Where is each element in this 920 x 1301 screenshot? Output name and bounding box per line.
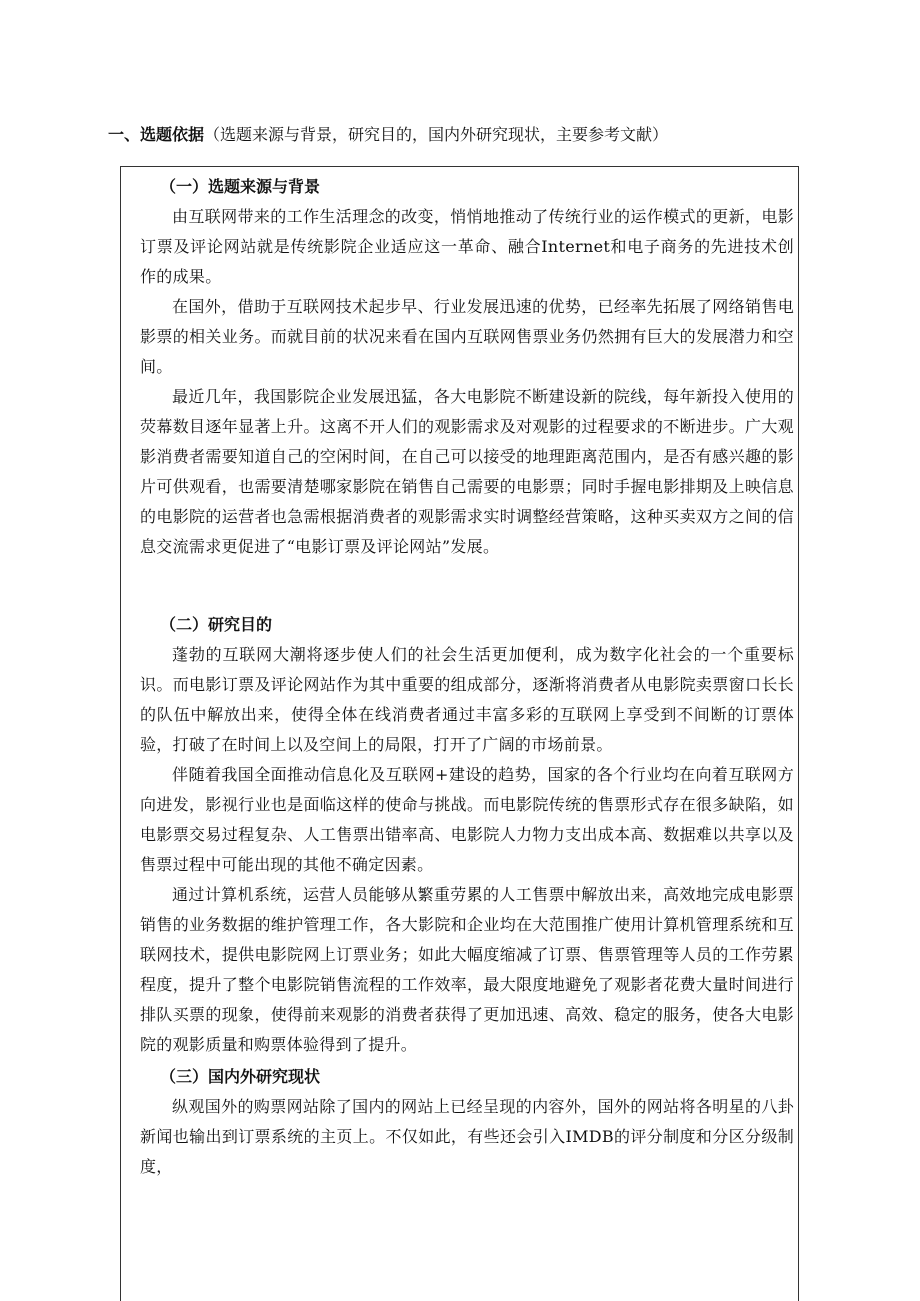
- heading-sub: （选题来源与背景，研究目的，国内外研究现状，主要参考文献）: [204, 125, 669, 144]
- paragraph: 伴随着我国全面推动信息化及互联网+建设的趋势，国家的各个行业均在向着互联网方向进发，影视行业也是面临这样的使命与挑战。而电影院传统的售票形式存在很多缺陷，如电影票交易过程复杂、人工售票出错率高、电影院人力物力支出成本高、数据难以共享以及售票过程中可能出现的其他不确定因素。: [140, 765, 794, 874]
- paragraph: 纵观国外的购票网站除了国内的网站上已经呈现的内容外，国外的网站将各明星的八卦新闻也输出到订票系统的主页上。不仅如此，有些还会引入IMDB的评分制度和分区分级制度，: [140, 1097, 794, 1176]
- paragraph: 在国外，借助于互联网技术起步早、行业发展迅速的优势，已经率先拓展了网络销售电影票的相关业务。而就目前的状况来看在国内互联网售票业务仍然拥有巨大的发展潜力和空间。: [140, 297, 794, 376]
- paragraph: 最近几年，我国影院企业发展迅猛，各大电影院不断建设新的院线，每年新投入使用的荧幕数目逐年显著上升。这离不开人们的观影需求及对观影的过程要求的不断进步。广大观影消费者需要知道自己的空闲时间，在自己可以接受的地理距离范围内，是否有感兴趣的影片可供观看，也需要清楚哪家影院在销售自己需要的电影票；同时手握电影排期及上映信息的电影院的运营者也急需根据消费者的观影需求实时调整经营策略，这种买卖双方之间的信息交流需求更促进了“电影订票及评论网站”发展。: [140, 387, 794, 556]
- section-title-background: （一）选题来源与背景: [160, 177, 321, 196]
- content-body: [140, 172, 794, 1182]
- section-title-research-status: （三）国内外研究现状: [160, 1067, 321, 1086]
- heading-main: 一、选题依据: [108, 125, 205, 144]
- paragraph: 蓬勃的互联网大潮将逐步使人们的社会生活更加便利，成为数字化社会的一个重要标识。而电影订票及评论网站作为其中重要的组成部分，逐渐将消费者从电影院卖票窗口长长的队伍中解放出来，使得全体在线消费者通过丰富多彩的互联网上享受到不间断的订票体验，打破了在时间上以及空间上的局限，打开了广阔的市场前景。: [140, 645, 794, 754]
- section-heading: [108, 124, 828, 146]
- section-title-purpose: （二）研究目的: [160, 615, 273, 634]
- paragraph: 由互联网带来的工作生活理念的改变，悄悄地推动了传统行业的运作模式的更新，电影订票及评论网站就是传统影院企业适应这一革命、融合Internet和电子商务的先进技术创作的成果。: [140, 207, 794, 286]
- spacer: [140, 562, 794, 610]
- paragraph: 通过计算机系统，运营人员能够从繁重劳累的人工售票中解放出来，高效地完成电影票销售的业务数据的维护管理工作，各大影院和企业均在大范围推广使用计算机管理系统和互联网技术，提供电影院网上订票业务；如此大幅度缩减了订票、售票管理等人员的工作劳累程度，提升了整个电影院销售流程的工作效率，最大限度地避免了观影者花费大量时间进行排队买票的现象，使得前来观影的消费者获得了更加迅速、高效、稳定的服务，使各大电影院的观影质量和购票体验得到了提升。: [140, 885, 794, 1054]
